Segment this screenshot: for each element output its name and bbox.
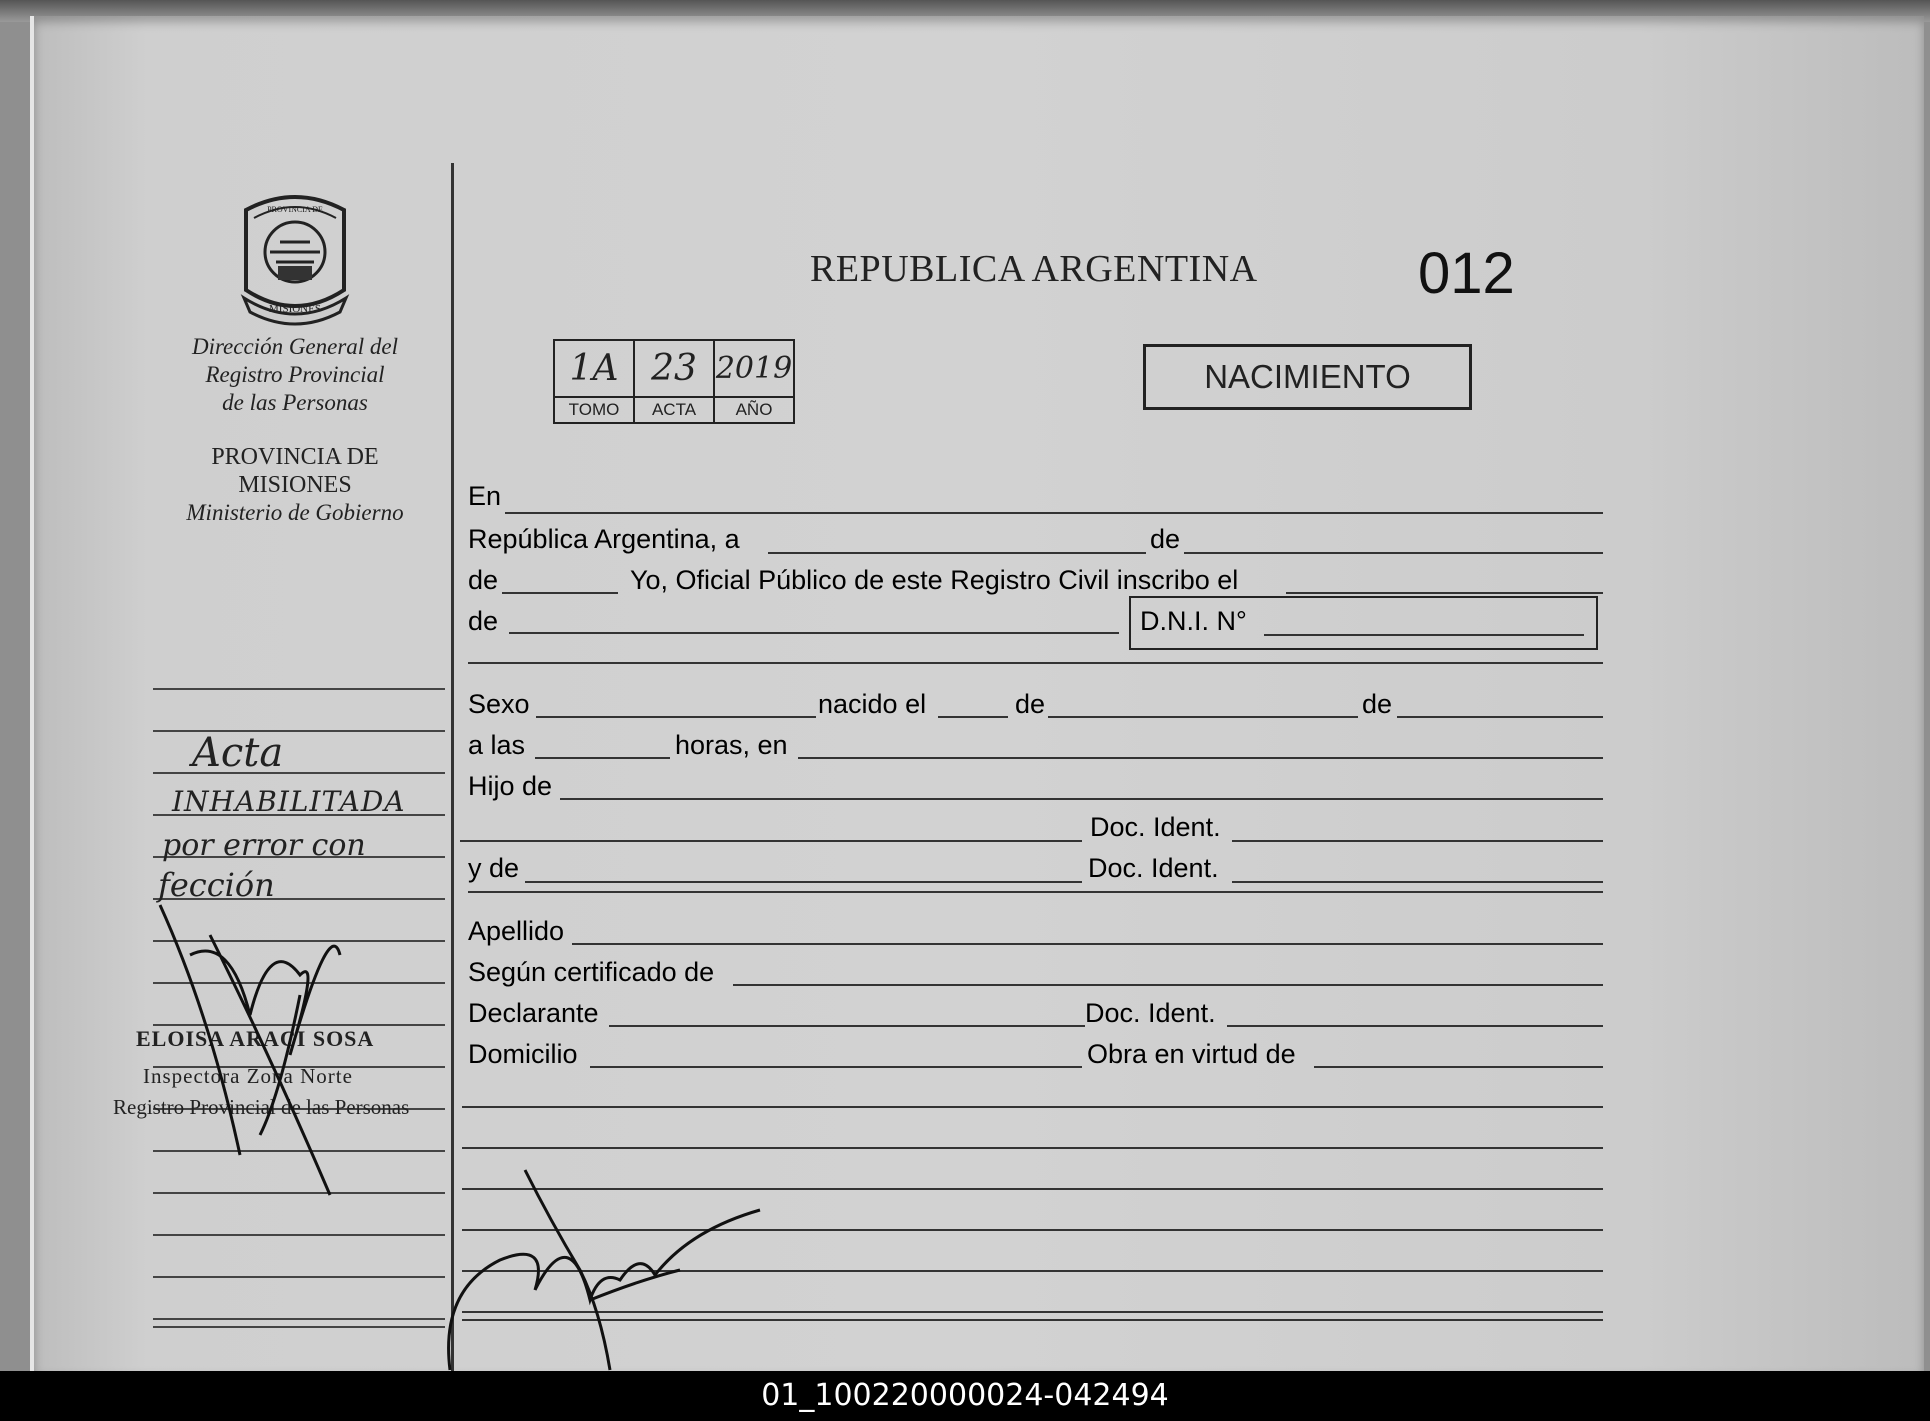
field-apellido bbox=[572, 943, 1603, 945]
field-day bbox=[768, 552, 1146, 554]
label-en: En bbox=[468, 481, 502, 511]
label-doc-ident-1: Doc. Ident. bbox=[1090, 812, 1221, 842]
tomo-cell bbox=[555, 341, 635, 422]
field-birth-month bbox=[1048, 716, 1358, 718]
label-de-4: de bbox=[1015, 689, 1046, 719]
label-obra: Obra en virtud de bbox=[1087, 1039, 1296, 1069]
field-domicilio bbox=[590, 1066, 1082, 1068]
label-doc-ident-2: Doc. Ident. bbox=[1088, 853, 1219, 883]
field-birth-year bbox=[1397, 716, 1603, 718]
stamp-inspector-name: ELOISA ARACI SOSA bbox=[136, 1026, 375, 1051]
label-hijo-de: Hijo de bbox=[468, 771, 553, 801]
field-parent-1-cont bbox=[460, 840, 1082, 842]
svg-text:PROVINCIA DE: PROVINCIA DE bbox=[267, 205, 323, 214]
country-title: REPUBLICA ARGENTINA bbox=[810, 248, 1258, 290]
official-signature bbox=[440, 1160, 770, 1375]
label-a-las: a las bbox=[468, 730, 526, 760]
field-en bbox=[505, 512, 1603, 514]
field-parent-2 bbox=[525, 881, 1082, 883]
label-de-5: de bbox=[1362, 689, 1393, 719]
field-obra bbox=[1314, 1066, 1603, 1068]
inspector-signature bbox=[150, 895, 420, 1215]
image-id-bar: 01_100220000024-042494 bbox=[0, 1371, 1930, 1421]
field-birth-day bbox=[938, 716, 1008, 718]
field-doc-1 bbox=[1232, 840, 1603, 842]
section-rule-1 bbox=[468, 662, 1603, 664]
misiones-emblem-icon bbox=[236, 190, 354, 326]
stamp-inspector-title: Inspectora Zona Norte bbox=[143, 1064, 353, 1088]
field-name bbox=[509, 632, 1119, 634]
label-y-de: y de bbox=[468, 853, 520, 883]
label-apellido: Apellido bbox=[468, 916, 565, 946]
page-number: 012 bbox=[1418, 241, 1515, 306]
field-sexo bbox=[536, 716, 816, 718]
section-rule-2 bbox=[468, 891, 1603, 893]
field-month bbox=[1184, 552, 1603, 554]
acta-cell bbox=[635, 341, 715, 422]
margin-note-line-2: INHABILITADA bbox=[172, 785, 406, 818]
province-line-2: MISIONES bbox=[238, 472, 352, 498]
anio-cell bbox=[715, 341, 793, 422]
label-nacido: nacido el bbox=[818, 689, 927, 719]
record-table bbox=[553, 339, 795, 424]
margin-note-line-4: fección bbox=[158, 866, 275, 904]
ministry-name: Ministerio de Gobierno bbox=[186, 500, 404, 525]
direction-line-1: Dirección General del bbox=[191, 334, 399, 359]
field-certificado bbox=[733, 984, 1603, 986]
tomo-value: 1A bbox=[555, 341, 633, 398]
margin-note-line-3: por error con bbox=[162, 828, 366, 863]
agency-direction bbox=[150, 333, 440, 417]
margin-note-line-1: Acta bbox=[192, 730, 284, 776]
label-de-2: de bbox=[468, 565, 499, 595]
stamp-organization: Registro Provincial de las Personas bbox=[113, 1095, 410, 1119]
field-inscribo bbox=[1286, 592, 1603, 594]
label-de-3: de bbox=[468, 606, 499, 636]
province-line-1: PROVINCIA DE bbox=[211, 444, 379, 470]
field-dni bbox=[1264, 634, 1584, 636]
label-doc-ident-3: Doc. Ident. bbox=[1085, 998, 1216, 1028]
label-segun: Según certificado de bbox=[468, 957, 715, 987]
direction-line-2: Registro Provincial bbox=[205, 362, 385, 387]
field-doc-3 bbox=[1227, 1025, 1603, 1027]
blank-line bbox=[462, 1106, 1603, 1108]
anio-value: 2019 bbox=[715, 341, 793, 398]
field-declarante bbox=[609, 1025, 1085, 1027]
field-parent-1 bbox=[560, 798, 1603, 800]
blank-line bbox=[462, 1147, 1603, 1149]
label-declarante: Declarante bbox=[468, 998, 599, 1028]
label-yo: Yo, Oficial Público de este Registro Civil inscribo el bbox=[630, 565, 1239, 595]
act-type-box: NACIMIENTO bbox=[1143, 344, 1472, 410]
acta-label: ACTA bbox=[651, 400, 697, 419]
label-republica: República Argentina, a bbox=[468, 524, 740, 554]
label-horas-en: horas, en bbox=[675, 730, 788, 760]
label-de-1: de bbox=[1150, 524, 1181, 554]
label-domicilio: Domicilio bbox=[468, 1039, 578, 1069]
tomo-label: TOMO bbox=[568, 400, 620, 419]
anio-label: AÑO bbox=[735, 400, 773, 419]
label-sexo: Sexo bbox=[468, 689, 530, 719]
province-name bbox=[150, 443, 440, 499]
direction-line-3: de las Personas bbox=[222, 390, 368, 415]
field-hour bbox=[535, 757, 670, 759]
field-year bbox=[502, 592, 618, 594]
field-place bbox=[798, 757, 1603, 759]
label-dni: D.N.I. N° bbox=[1140, 606, 1247, 636]
field-doc-2 bbox=[1232, 881, 1603, 883]
svg-text:MISIONES: MISIONES bbox=[269, 303, 321, 315]
acta-value: 23 bbox=[635, 341, 713, 398]
